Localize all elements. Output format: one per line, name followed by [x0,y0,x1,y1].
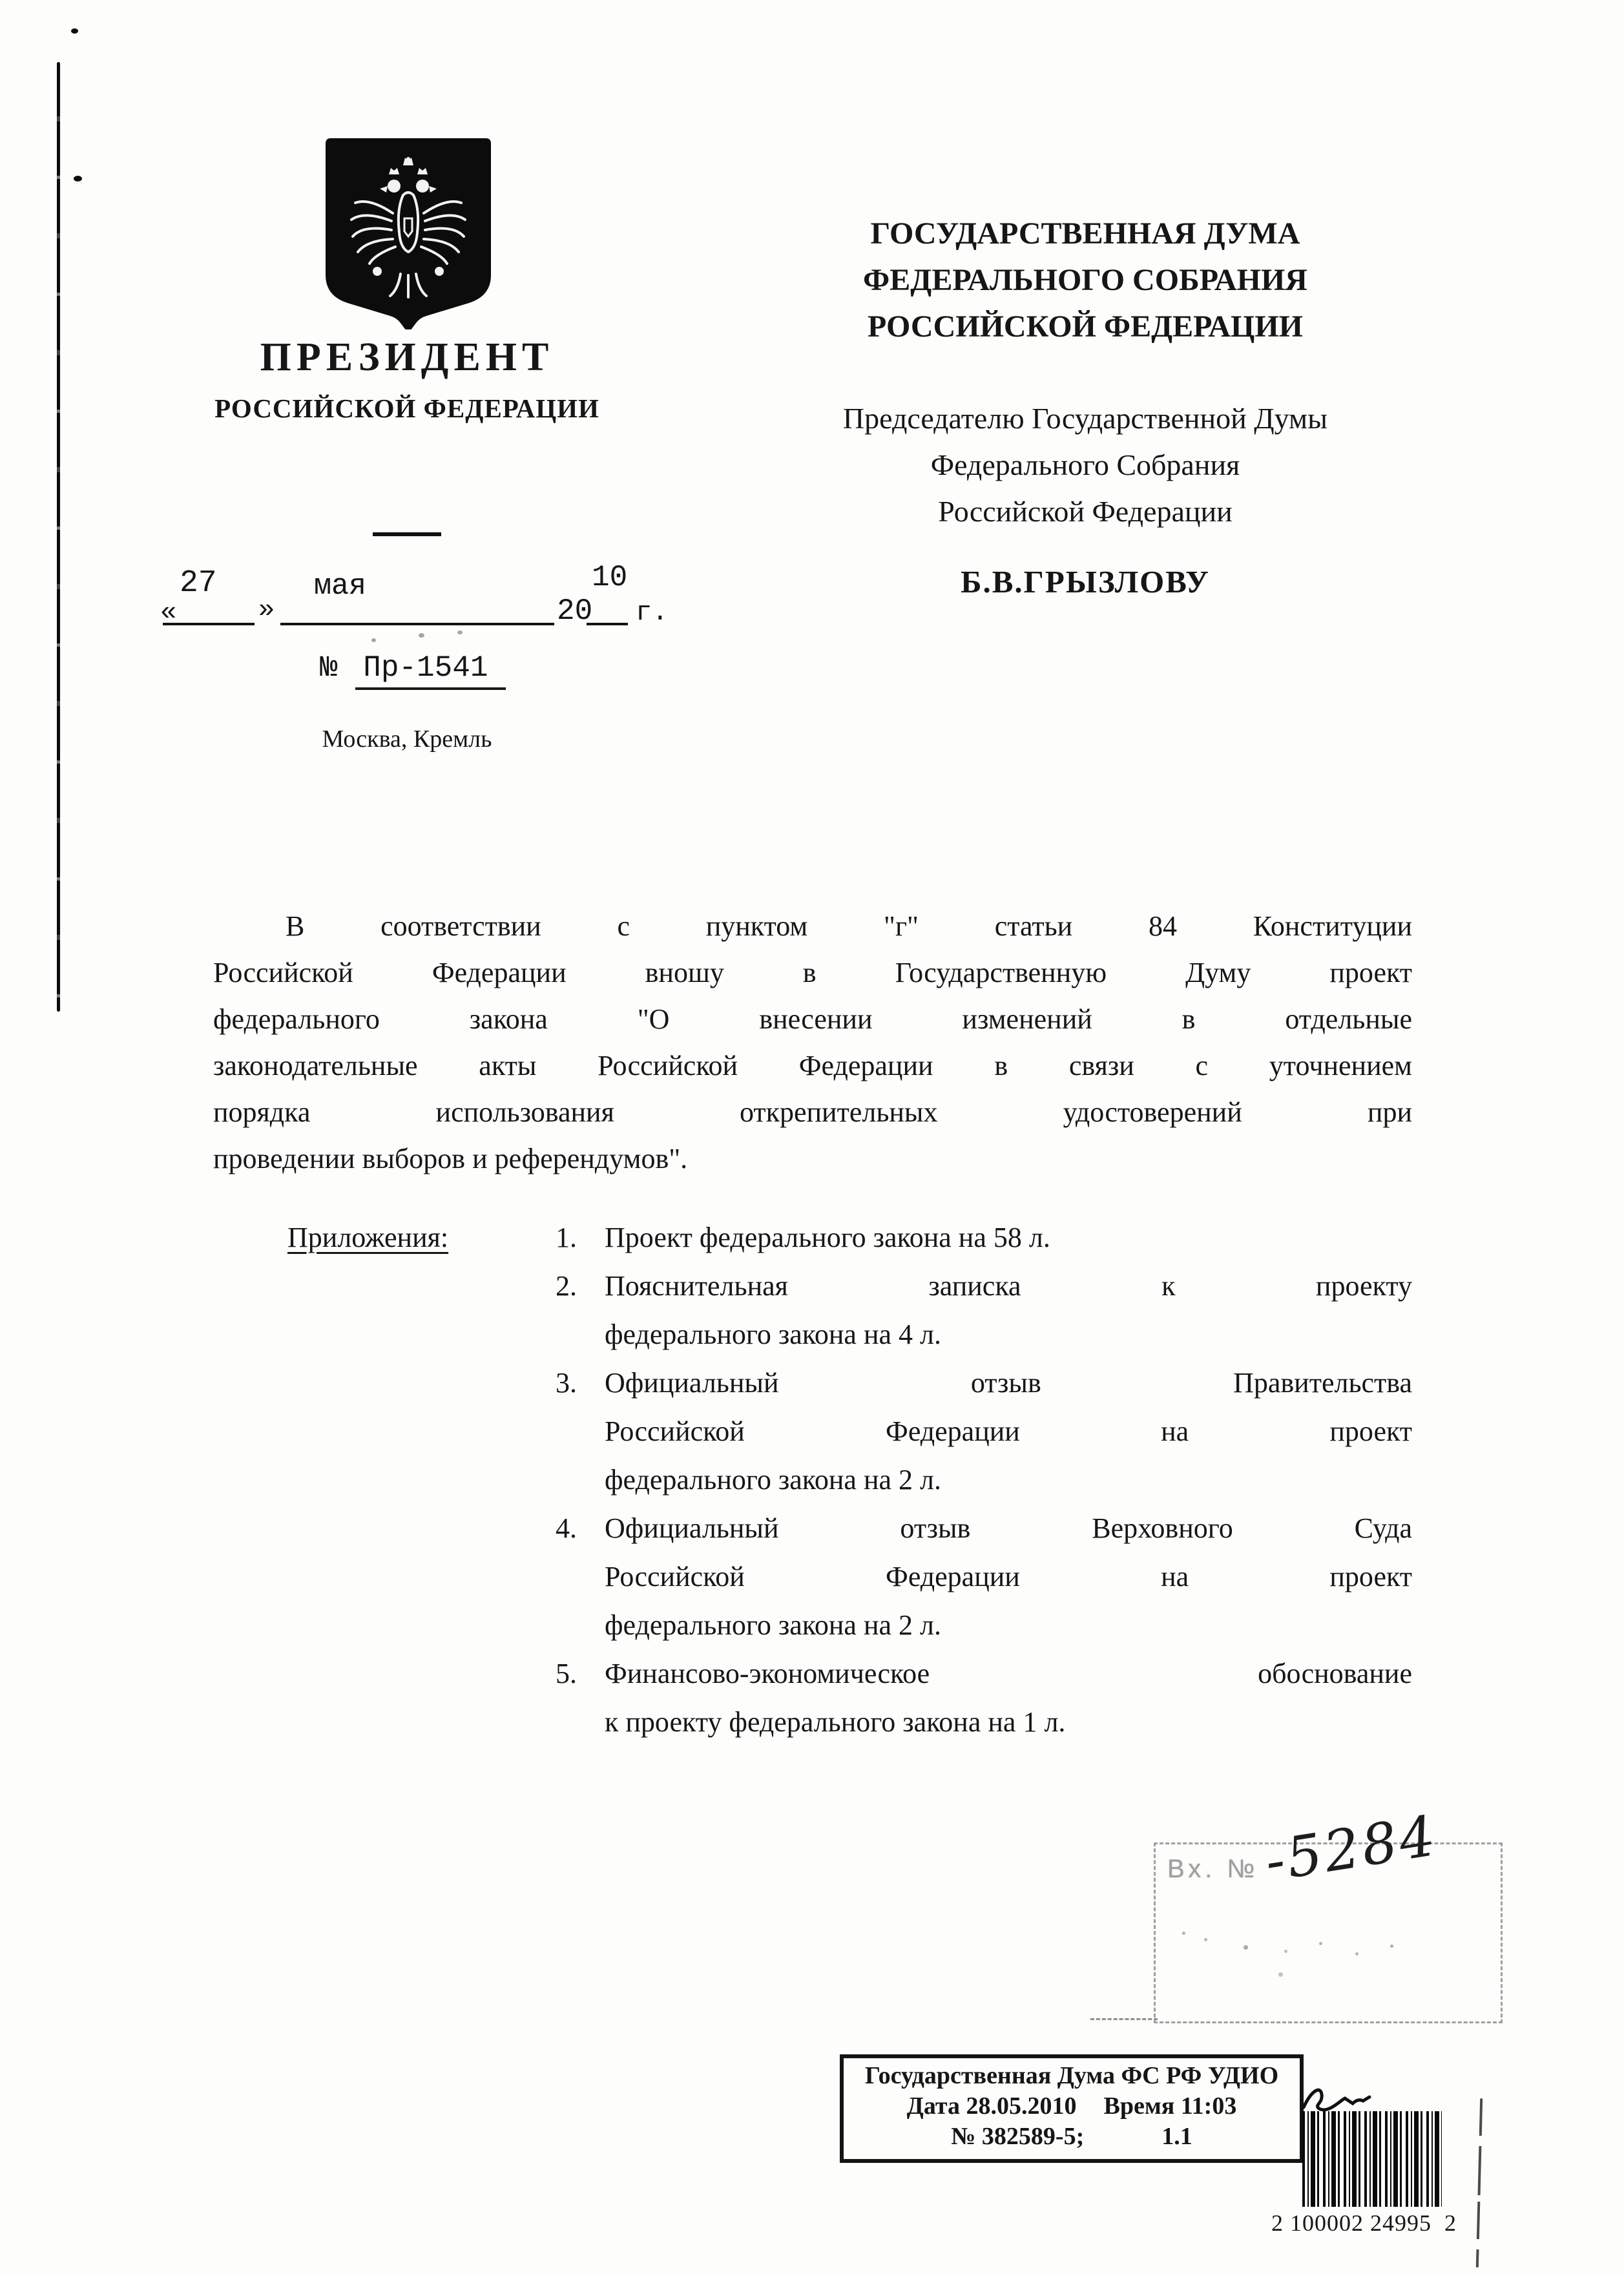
attachment-line: к проекту федерального закона на 1 л. [605,1706,1066,1738]
close-quote: » [258,594,275,625]
attachment-line: Пояснительная записка к проекту [605,1270,1412,1302]
document-number-line [320,651,506,685]
attachment-item [556,1504,1412,1649]
year-suffix: г. [636,597,669,628]
attachment-line: Официальный отзыв Правительства [605,1367,1412,1399]
attachment-item [556,1262,1412,1359]
number-sign: № [320,651,338,685]
date-year: 10 [592,561,628,594]
attachment-line: Официальный отзыв Верховного Суда [605,1512,1412,1544]
org-line: ФЕДЕРАЛЬНОГО СОБРАНИЯ [863,263,1307,297]
attachments-label: Приложения: [287,1222,449,1253]
scan-speck [71,28,78,34]
date-month: мая [314,570,367,603]
scan-binding-line [57,62,60,1012]
addressee-line: Председателю Государственной Думы [842,402,1328,435]
registration-stamp-datetime [844,2091,1300,2122]
attachment-item [556,1213,1412,1262]
date-day: 27 [180,566,217,601]
addressee-block [788,395,1382,535]
stamp-dash-extension [1090,2018,1158,2020]
handwritten-incoming-number: -5284 [1260,1803,1442,1895]
registration-stamp-box [840,2054,1304,2163]
attachment-number: 4. [556,1512,577,1544]
registration-extra: 1.1 [1161,2123,1192,2150]
date-century: 20 [557,594,593,628]
stamp-faint-marks [1182,1932,1185,1935]
attachment-line: Российской Федерации на проект [605,1415,1412,1447]
month-blank-line [280,623,554,625]
body-line: федерального закона "О внесении изменений в отдельные [213,1003,1412,1035]
year-blank-line [587,623,628,625]
attachment-line: Финансово-экономическое обоснование [605,1658,1412,1689]
attachment-item [556,1359,1412,1504]
open-quote: « [160,597,177,628]
attachment-number: 3. [556,1367,577,1399]
barcode-digits: 2 100002 24995 2 [1271,2210,1457,2236]
org-line: РОССИЙСКОЙ ФЕДЕРАЦИИ [867,309,1304,344]
body-line: Российской Федерации вношу в Государственную Думу проект [213,957,1412,988]
attachment-item [556,1649,1412,1746]
letterhead-divider [373,532,441,536]
attachment-number: 5. [556,1658,577,1689]
attachment-line: федерального закона на 2 л. [605,1609,941,1641]
attachment-number: 1. [556,1222,577,1253]
place-line: Москва, Кремль [322,725,492,753]
addressee-name: Б.В.ГРЫЗЛОВУ [961,564,1210,600]
scan-edge-line [1476,2098,1483,2268]
day-blank-line [163,623,255,625]
date-line [160,561,683,640]
attachment-number: 2. [556,1270,577,1302]
scan-speck [74,176,82,182]
barcode [1302,2111,1442,2207]
recipient-org [788,211,1382,350]
attachments-list [556,1213,1412,1746]
sender-subtitle: РОССИЙСКОЙ ФЕДЕРАЦИИ [214,393,599,423]
sender-title: ПРЕЗИДЕНТ [260,335,554,379]
body-line: проведении выборов и референдумов". [213,1143,688,1174]
scan-speck [371,638,376,642]
addressee-line: Российской Федерации [938,495,1233,528]
body-paragraph [213,903,1412,1182]
document-number: Пр-1541 [355,651,506,690]
registration-number: № 382589-5; [951,2123,1085,2150]
attachment-line: федерального закона на 2 л. [605,1464,941,1496]
russian-coat-of-arms-icon [315,136,501,329]
scan-speck [419,633,424,638]
org-line: ГОСУДАРСТВЕННАЯ ДУМА [870,216,1300,251]
scan-speck [457,631,463,634]
registration-stamp-number [844,2122,1300,2152]
registration-stamp-org: Государственная Дума ФС РФ УДИО [864,2062,1279,2089]
registration-time: Время 11:03 [1103,2092,1237,2120]
body-line: законодательные акты Российской Федерации в связи с уточнением [213,1050,1412,1081]
body-line: В соответствии с пунктом "г" статьи 84 Конституции [286,910,1412,942]
registration-date: Дата 28.05.2010 [906,2092,1077,2120]
body-line: порядка использования открепительных удостоверений при [213,1096,1412,1128]
attachment-line: федерального закона на 4 л. [605,1319,941,1350]
attachment-line: Проект федерального закона на 58 л. [605,1222,1050,1253]
addressee-line: Федерального Собрания [930,448,1240,481]
attachment-line: Российской Федерации на проект [605,1561,1412,1592]
incoming-number-label: Вх. № [1167,1855,1259,1883]
